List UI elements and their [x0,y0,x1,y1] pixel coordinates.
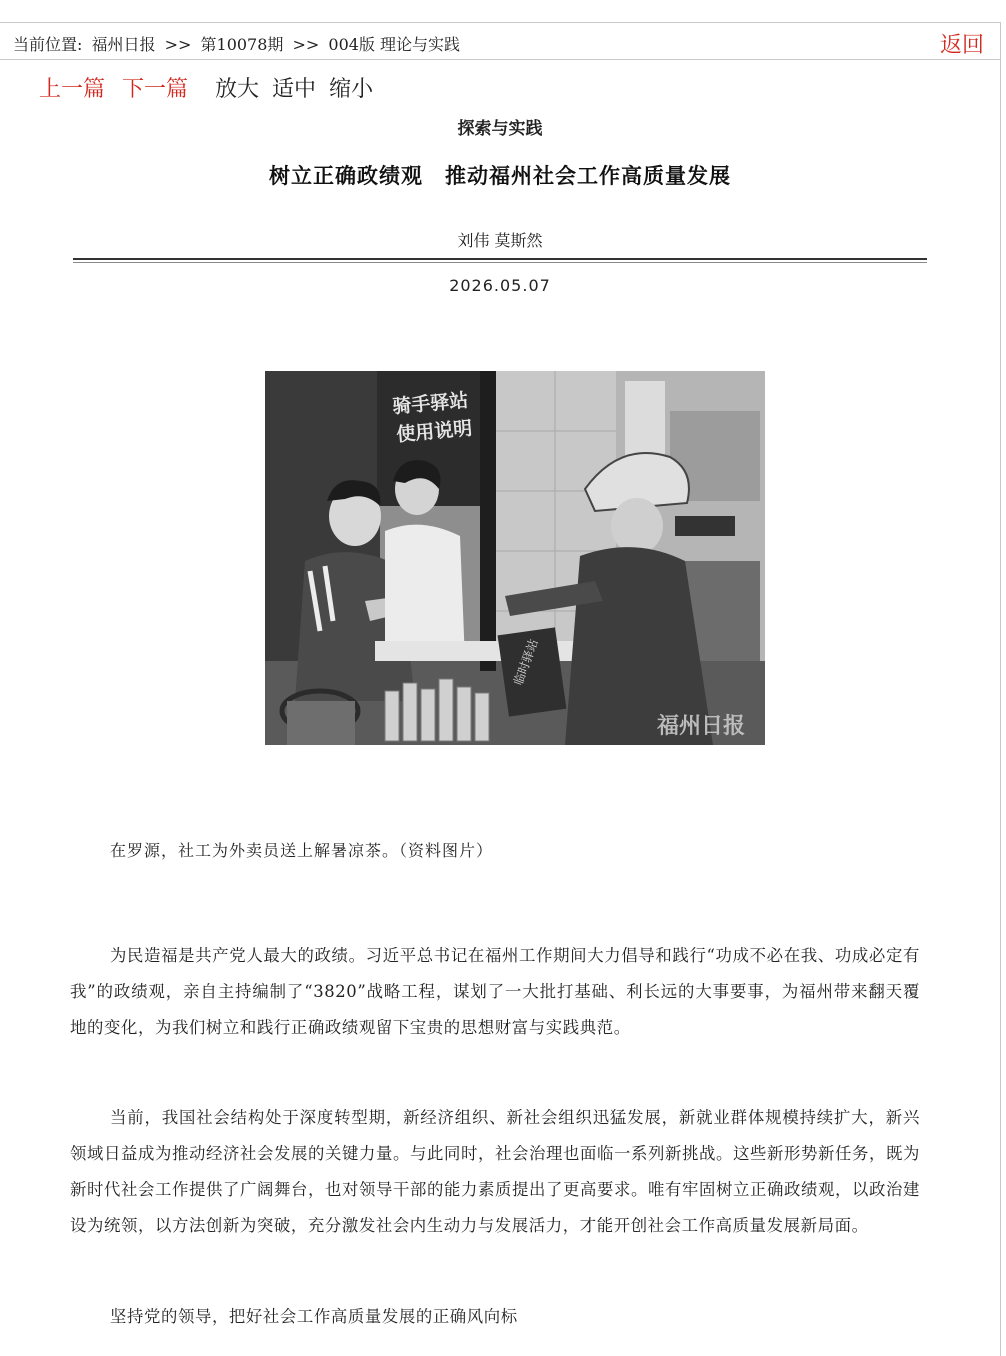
photo-sign-text-1: 骑手驿站 [391,389,470,418]
article-subheading: 坚持党的领导，把好社会工作高质量发展的正确风向标 [110,1307,518,1326]
article-authors: 刘伟 莫斯然 [457,231,543,250]
article-photo [265,371,765,745]
prev-article-link[interactable]: 上一篇 [39,77,106,102]
next-article-link[interactable]: 下一篇 [122,77,189,102]
divider [73,262,927,263]
breadcrumb-separator: >> [292,35,320,54]
photo-watermark: 福州日报 [657,713,746,739]
breadcrumb-label: 当前位置: [13,35,83,54]
article-paragraph: 当前，我国社会结构处于深度转型期，新经济组织、新社会组织迅猛发展，新就业群体规模持续扩大，新兴领域日益成为推动经济社会发展的关键力量。与此同时，社会治理也面临一系列新挑战。这些新形势新任务，既为新时代社会工作提供了广阔舞台，也对领导干部的能力素质提出了更高要求。唯有牢固树立正确政绩观，以政治建设为统领，以方法创新为突破，充分激发社会内生动力与发展活力，才能开创社会工作高质量发展新局面。 [70,1108,920,1235]
location-bar [0,22,1001,60]
article-date: 2026.05.07 [449,276,551,295]
breadcrumb-separator: >> [164,35,192,54]
back-link[interactable]: 返回 [939,33,984,58]
breadcrumb-paper[interactable]: 福州日报 [91,35,156,54]
page-right-border [1000,60,1001,1356]
breadcrumb-issue[interactable]: 第10078期 [200,35,284,54]
photo-sign-text-2: 使用说明 [395,417,474,446]
section-title: 探索与实践 [457,119,543,139]
photo-booth-text: 临时驿站 [511,637,541,688]
divider [73,258,927,260]
zoom-out-link[interactable]: 缩小 [329,77,374,102]
article-title: 树立正确政绩观 推动福州社会工作高质量发展 [269,164,731,188]
breadcrumb [13,32,464,55]
article-paragraph: 为民造福是共产党人最大的政绩。习近平总书记在福州工作期间大力倡导和践行“功成不必在我、功成必定有我”的政绩观，亲自主持编制了“3820”战略工程，谋划了一大批打基础、利长远的大事要事，为福州带来翻天覆地的变化，为我们树立和践行正确政绩观留下宝贵的思想财富与实践典范。 [70,946,920,1037]
breadcrumb-page[interactable]: 004版 理论与实践 [328,35,461,54]
zoom-medium-link[interactable]: 适中 [272,77,317,102]
photo-caption: 在罗源，社工为外卖员送上解暑凉茶。（资料图片） [110,841,494,860]
zoom-in-link[interactable]: 放大 [215,77,260,102]
article-nav [39,72,373,103]
